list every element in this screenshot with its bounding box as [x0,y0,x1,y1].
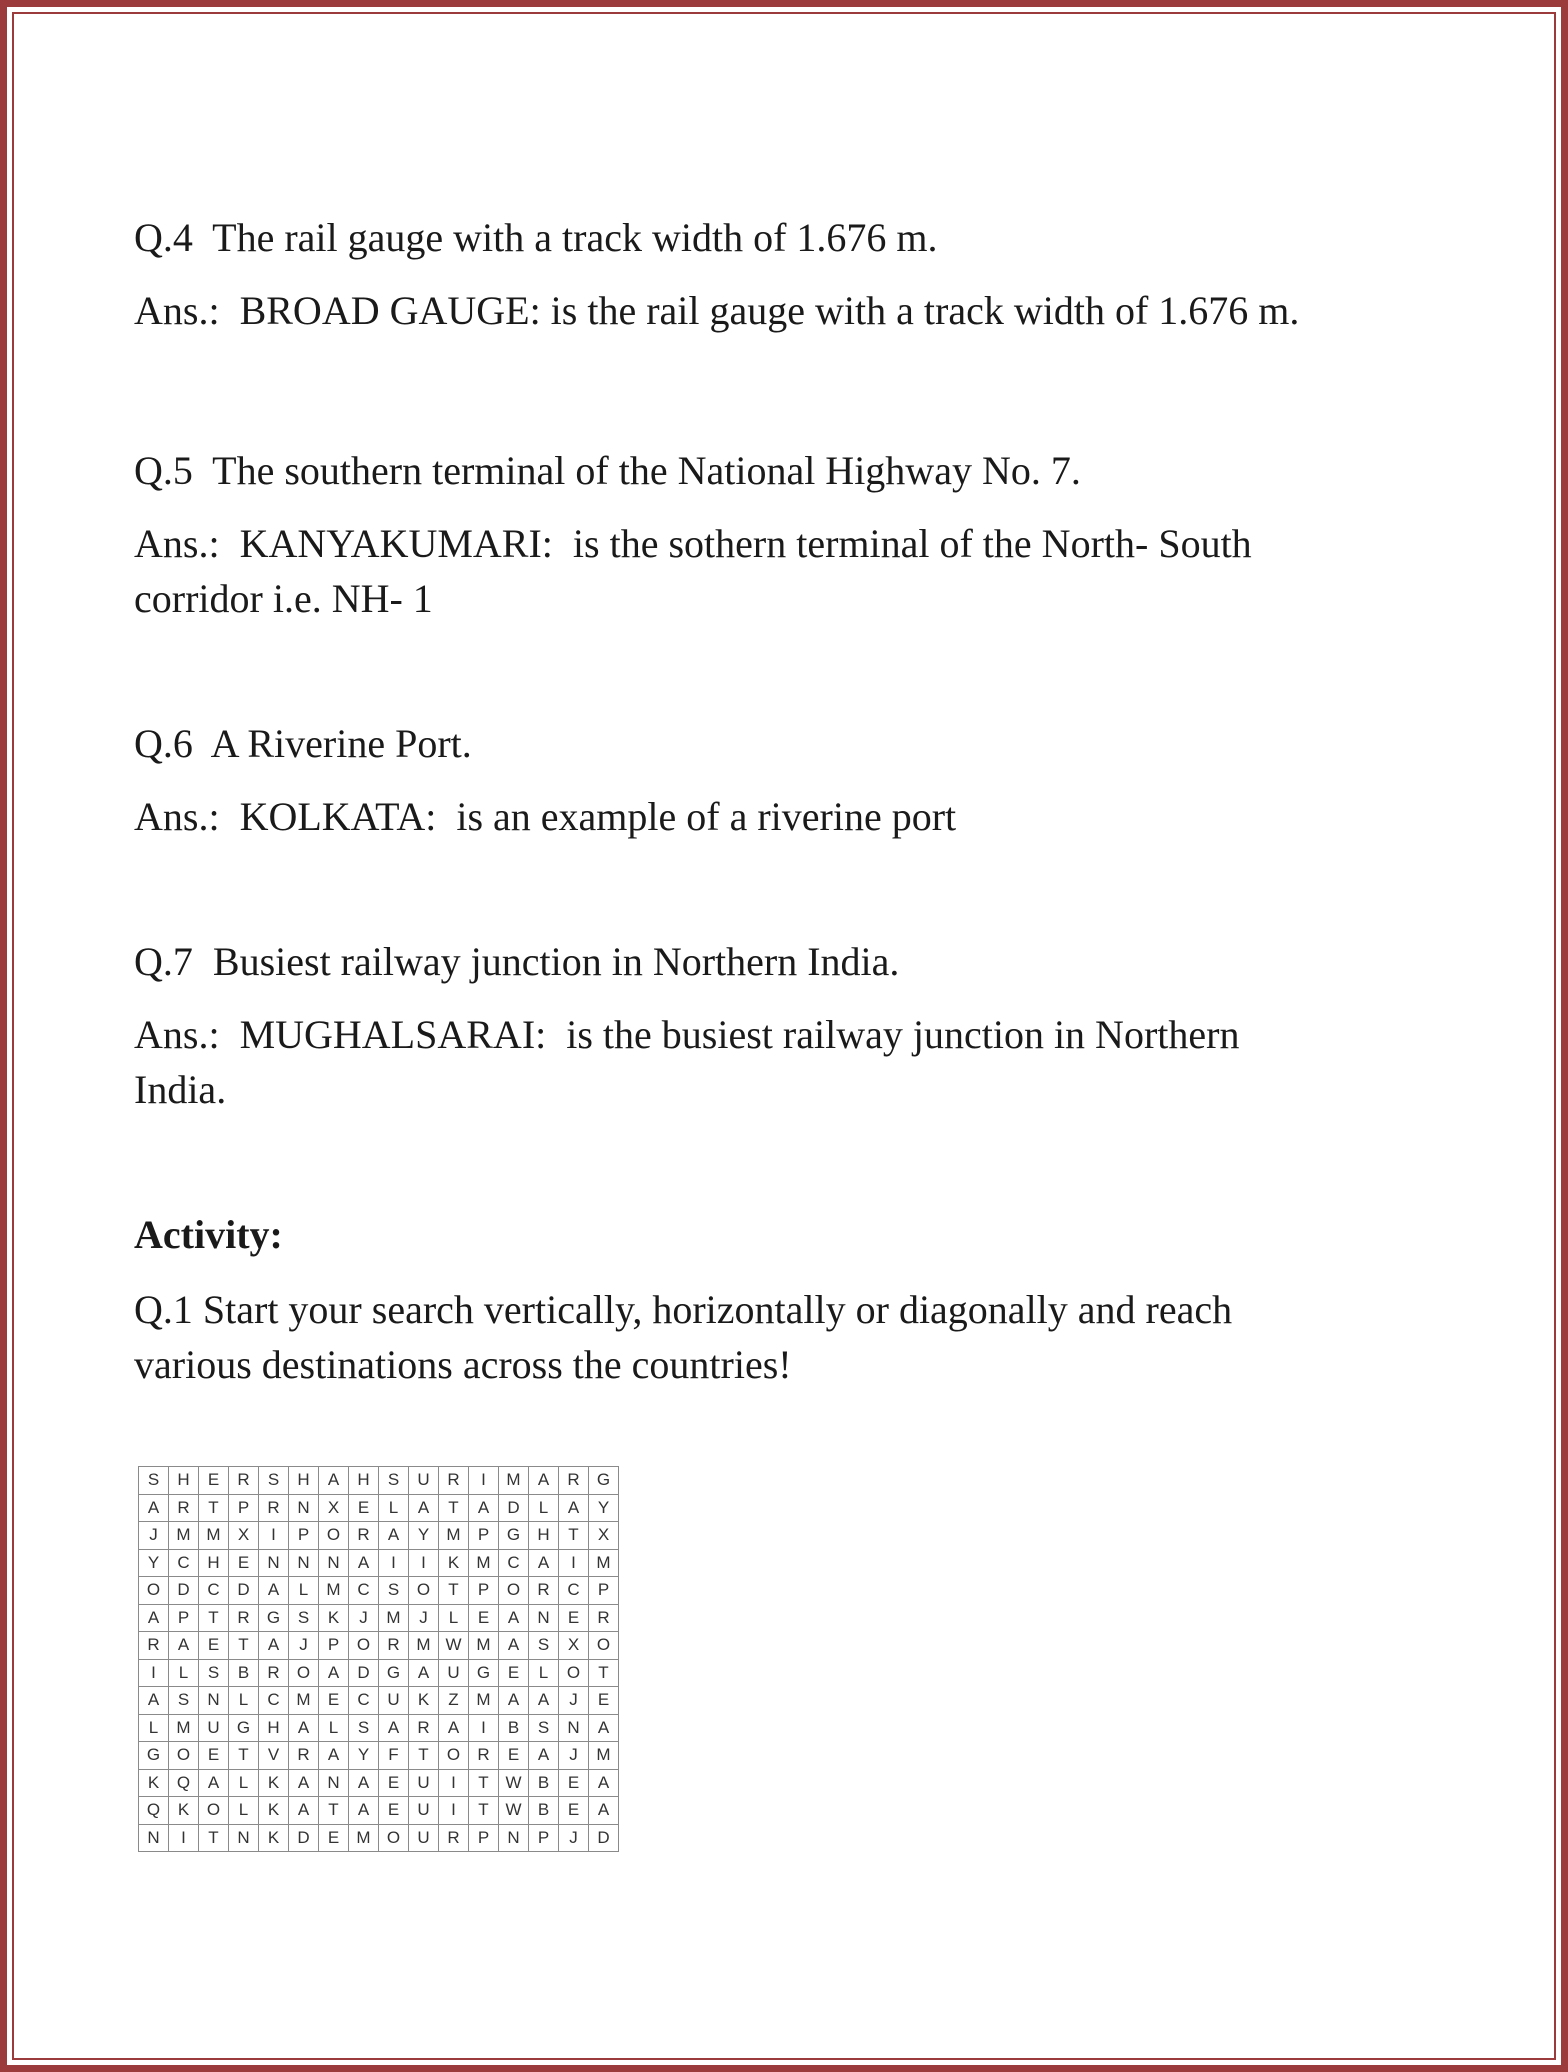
activity-question-line: Q.1 Start your search vertically, horizontally or diagonally and reach [134,1287,1233,1332]
grid-cell: R [139,1632,169,1660]
grid-cell: E [319,1687,349,1715]
grid-row [139,1769,619,1797]
grid-cell: A [409,1494,439,1522]
grid-cell: T [469,1797,499,1825]
grid-cell: T [199,1494,229,1522]
grid-cell: K [409,1687,439,1715]
grid-cell: A [529,1467,559,1495]
grid-cell: H [529,1522,559,1550]
grid-cell: D [229,1577,259,1605]
grid-row [139,1577,619,1605]
grid-cell: A [499,1687,529,1715]
qa-block-q7 [134,934,1454,1117]
grid-cell: R [559,1467,589,1495]
grid-cell: O [379,1824,409,1852]
grid-cell: K [259,1797,289,1825]
grid-cell: G [469,1659,499,1687]
grid-row [139,1797,619,1825]
grid-cell: R [349,1522,379,1550]
grid-cell: J [559,1824,589,1852]
grid-cell: B [229,1659,259,1687]
grid-cell: N [199,1687,229,1715]
grid-cell: M [469,1632,499,1660]
grid-cell: J [289,1632,319,1660]
grid-cell: O [199,1797,229,1825]
grid-cell: A [379,1714,409,1742]
grid-row [139,1824,619,1852]
grid-cell: L [529,1659,559,1687]
grid-cell: R [529,1577,559,1605]
grid-cell: N [139,1824,169,1852]
grid-cell: E [319,1824,349,1852]
grid-row [139,1549,619,1577]
grid-cell: U [409,1467,439,1495]
grid-cell: K [259,1824,289,1852]
grid-cell: S [379,1577,409,1605]
grid-cell: X [559,1632,589,1660]
grid-cell: E [589,1687,619,1715]
grid-cell: E [229,1549,259,1577]
grid-cell: E [379,1797,409,1825]
grid-cell: A [319,1467,349,1495]
grid-cell: I [469,1714,499,1742]
grid-cell: S [529,1632,559,1660]
grid-cell: P [469,1824,499,1852]
grid-cell: I [259,1522,289,1550]
grid-cell: N [319,1769,349,1797]
grid-cell: N [559,1714,589,1742]
grid-cell: A [589,1714,619,1742]
grid-cell: O [319,1522,349,1550]
grid-cell: M [589,1549,619,1577]
grid-cell: L [139,1714,169,1742]
activity-section [134,1207,1454,1392]
grid-cell: M [199,1522,229,1550]
grid-cell: C [259,1687,289,1715]
grid-cell: M [319,1577,349,1605]
grid-cell: A [529,1742,559,1770]
grid-cell: R [379,1632,409,1660]
grid-cell: G [589,1467,619,1495]
grid-cell: N [229,1824,259,1852]
grid-cell: T [229,1742,259,1770]
grid-cell: B [499,1714,529,1742]
grid-cell: N [529,1604,559,1632]
grid-cell: L [439,1604,469,1632]
question-text: Q.7 Busiest railway junction in Northern India. [134,939,900,984]
grid-cell: A [289,1769,319,1797]
grid-cell: U [379,1687,409,1715]
grid-cell: C [199,1577,229,1605]
grid-cell: A [469,1494,499,1522]
grid-cell: A [529,1687,559,1715]
grid-cell: A [259,1632,289,1660]
grid-cell: B [529,1797,559,1825]
grid-cell: R [229,1467,259,1495]
answer-text: Ans.: MUGHALSARAI: is the busiest railway junction in Northern [134,1012,1240,1057]
grid-cell: S [259,1467,289,1495]
grid-cell: J [409,1604,439,1632]
grid-cell: A [139,1494,169,1522]
grid-cell: H [349,1467,379,1495]
grid-cell: C [349,1687,379,1715]
grid-cell: L [229,1797,259,1825]
grid-cell: O [559,1659,589,1687]
grid-cell: T [439,1494,469,1522]
grid-cell: C [349,1577,379,1605]
grid-cell: O [349,1632,379,1660]
grid-cell: P [319,1632,349,1660]
grid-cell: C [169,1549,199,1577]
grid-cell: S [199,1659,229,1687]
grid-cell: A [139,1604,169,1632]
grid-cell: E [499,1659,529,1687]
answer-text: Ans.: KOLKATA: is an example of a riverine port [134,794,957,839]
activity-question-line: various destinations across the countries! [134,1342,792,1387]
grid-cell: R [259,1659,289,1687]
grid-cell: K [319,1604,349,1632]
grid-cell: J [349,1604,379,1632]
grid-cell: I [559,1549,589,1577]
grid-cell: N [259,1549,289,1577]
grid-cell: G [379,1659,409,1687]
grid-row [139,1659,619,1687]
grid-cell: R [259,1494,289,1522]
grid-cell: I [139,1659,169,1687]
grid-row [139,1522,619,1550]
grid-cell: A [319,1742,349,1770]
grid-cell: T [199,1824,229,1852]
grid-cell: A [589,1797,619,1825]
grid-cell: J [139,1522,169,1550]
grid-cell: A [349,1769,379,1797]
grid-cell: R [169,1494,199,1522]
grid-cell: D [589,1824,619,1852]
grid-cell: U [199,1714,229,1742]
activity-title: Activity: [134,1212,283,1257]
grid-cell: R [229,1604,259,1632]
grid-cell: U [409,1824,439,1852]
grid-cell: L [229,1687,259,1715]
grid-cell: L [529,1494,559,1522]
grid-cell: M [439,1522,469,1550]
grid-cell: E [559,1604,589,1632]
grid-cell: A [349,1549,379,1577]
answer-text: Ans.: KANYAKUMARI: is the sothern terminal of the North- South [134,521,1252,566]
grid-cell: H [289,1467,319,1495]
grid-cell: T [229,1632,259,1660]
grid-cell: G [229,1714,259,1742]
grid-cell: T [409,1742,439,1770]
grid-cell: N [499,1824,529,1852]
answer-text: Ans.: BROAD GAUGE: is the rail gauge with a track width of 1.676 m. [134,288,1300,333]
grid-cell: L [379,1494,409,1522]
grid-cell: Y [589,1494,619,1522]
grid-cell: J [559,1687,589,1715]
grid-cell: M [409,1632,439,1660]
grid-cell: M [499,1467,529,1495]
grid-cell: K [169,1797,199,1825]
grid-row [139,1632,619,1660]
grid-cell: E [199,1632,229,1660]
grid-cell: H [199,1549,229,1577]
grid-cell: K [139,1769,169,1797]
grid-cell: E [559,1797,589,1825]
grid-cell: X [229,1522,259,1550]
grid-cell: A [589,1769,619,1797]
grid-cell: D [349,1659,379,1687]
word-search-grid [138,1466,619,1852]
grid-cell: E [349,1494,379,1522]
grid-cell: S [349,1714,379,1742]
grid-cell: S [139,1467,169,1495]
grid-cell: A [379,1522,409,1550]
grid-cell: I [379,1549,409,1577]
grid-cell: P [169,1604,199,1632]
grid-cell: S [529,1714,559,1742]
grid-cell: A [259,1577,289,1605]
grid-cell: A [199,1769,229,1797]
grid-cell: Y [139,1549,169,1577]
grid-cell: W [499,1769,529,1797]
grid-cell: X [319,1494,349,1522]
grid-cell: A [559,1494,589,1522]
grid-cell: P [469,1577,499,1605]
grid-cell: L [169,1659,199,1687]
grid-cell: P [529,1824,559,1852]
grid-cell: O [139,1577,169,1605]
grid-cell: E [199,1467,229,1495]
grid-cell: T [199,1604,229,1632]
grid-cell: R [289,1742,319,1770]
grid-cell: W [439,1632,469,1660]
grid-cell: U [439,1659,469,1687]
grid-cell: H [169,1467,199,1495]
grid-cell: Z [439,1687,469,1715]
grid-cell: G [259,1604,289,1632]
grid-cell: O [499,1577,529,1605]
grid-cell: N [289,1494,319,1522]
grid-cell: O [169,1742,199,1770]
grid-row [139,1742,619,1770]
grid-cell: T [469,1769,499,1797]
grid-cell: N [319,1549,349,1577]
grid-cell: N [289,1549,319,1577]
grid-cell: M [169,1522,199,1550]
grid-cell: A [349,1797,379,1825]
grid-cell: A [169,1632,199,1660]
grid-cell: C [559,1577,589,1605]
grid-row [139,1494,619,1522]
grid-cell: I [439,1769,469,1797]
answer-text-cont: corridor i.e. NH- 1 [134,576,433,621]
grid-cell: M [349,1824,379,1852]
grid-cell: M [289,1687,319,1715]
question-text: Q.5 The southern terminal of the National Highway No. 7. [134,448,1081,493]
grid-cell: H [259,1714,289,1742]
grid-cell: I [169,1824,199,1852]
grid-cell: S [379,1467,409,1495]
grid-cell: M [469,1549,499,1577]
grid-cell: R [409,1714,439,1742]
grid-cell: P [469,1522,499,1550]
grid-cell: C [499,1549,529,1577]
grid-cell: L [229,1769,259,1797]
grid-cell: M [169,1714,199,1742]
grid-cell: T [559,1522,589,1550]
grid-cell: A [319,1659,349,1687]
grid-cell: M [379,1604,409,1632]
grid-cell: U [409,1797,439,1825]
grid-cell: Y [349,1742,379,1770]
grid-cell: L [319,1714,349,1742]
question-text: Q.4 The rail gauge with a track width of 1.676 m. [134,215,938,260]
grid-cell: E [559,1769,589,1797]
grid-row [139,1714,619,1742]
grid-cell: L [289,1577,319,1605]
grid-cell: O [589,1632,619,1660]
grid-cell: A [439,1714,469,1742]
grid-cell: E [469,1604,499,1632]
qa-block-q6 [134,716,1454,844]
grid-cell: I [469,1467,499,1495]
grid-cell: J [559,1742,589,1770]
grid-cell: G [139,1742,169,1770]
grid-cell: D [289,1824,319,1852]
grid-row [139,1604,619,1632]
grid-cell: M [469,1687,499,1715]
grid-cell: Y [409,1522,439,1550]
grid-cell: E [379,1769,409,1797]
grid-cell: O [289,1659,319,1687]
grid-cell: P [589,1577,619,1605]
grid-cell: E [199,1742,229,1770]
grid-cell: B [529,1769,559,1797]
grid-cell: T [439,1577,469,1605]
grid-cell: Q [169,1769,199,1797]
grid-cell: A [409,1659,439,1687]
grid-cell: R [439,1824,469,1852]
grid-cell: S [169,1687,199,1715]
page-content [134,210,1454,1392]
grid-cell: A [499,1604,529,1632]
qa-block-q5 [134,443,1454,626]
grid-cell: G [499,1522,529,1550]
grid-cell: P [229,1494,259,1522]
grid-cell: P [289,1522,319,1550]
grid-cell: O [439,1742,469,1770]
grid-cell: Q [139,1797,169,1825]
question-text: Q.6 A Riverine Port. [134,721,472,766]
grid-cell: E [499,1742,529,1770]
grid-cell: O [409,1577,439,1605]
grid-cell: A [289,1714,319,1742]
grid-cell: I [439,1797,469,1825]
grid-cell: K [439,1549,469,1577]
grid-cell: K [259,1769,289,1797]
grid-cell: R [439,1467,469,1495]
grid-cell: X [589,1522,619,1550]
grid-cell: D [169,1577,199,1605]
answer-text-cont: India. [134,1067,227,1112]
grid-row [139,1687,619,1715]
grid-cell: A [529,1549,559,1577]
grid-cell: A [499,1632,529,1660]
grid-cell: R [469,1742,499,1770]
grid-cell: A [289,1797,319,1825]
grid-cell: R [589,1604,619,1632]
grid-cell: I [409,1549,439,1577]
grid-cell: F [379,1742,409,1770]
grid-cell: A [139,1687,169,1715]
grid-cell: M [589,1742,619,1770]
grid-cell: D [499,1494,529,1522]
qa-block-q4 [134,210,1454,338]
grid-cell: V [259,1742,289,1770]
grid-row [139,1467,619,1495]
grid-cell: S [289,1604,319,1632]
grid-cell: T [319,1797,349,1825]
grid-cell: W [499,1797,529,1825]
grid-cell: U [409,1769,439,1797]
grid-cell: T [589,1659,619,1687]
